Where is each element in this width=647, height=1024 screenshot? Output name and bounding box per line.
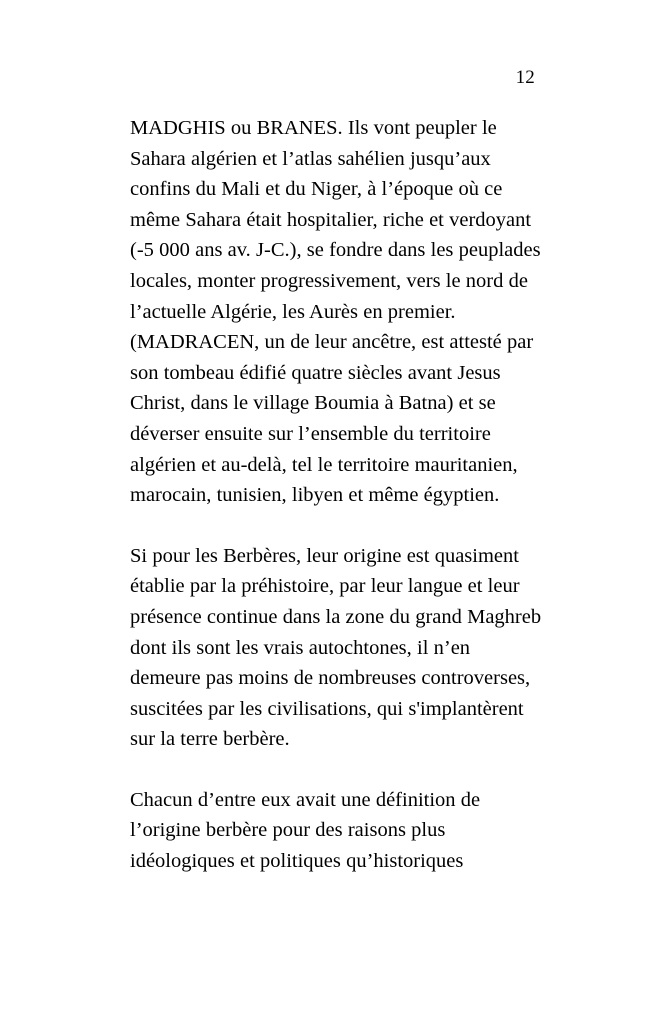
paragraph: Chacun d’entre eux avait une définition de l’origine berbère pour des raisons plus idéologiques et politiques qu’historiques [130,788,486,873]
body-text [130,113,547,877]
page-number: 12 [515,67,535,88]
paragraph: Si pour les Berbères, leur origine est quasiment établie par la préhistoire, par leur langue et leur présence continue dans la zone du grand Maghreb dont ils sont les vrais autochtones, il n’en demeure pas moins de nombreuses controverses, suscitées par les civilisations, qui s'implantèrent sur la terre berbère. [130,544,547,751]
paragraph: MADGHIS ou BRANES. Ils vont peupler le Sahara algérien et l’atlas sahélien jusqu’aux confins du Mali et du Niger, à l’époque où ce même Sahara était hospitalier, riche et verdoyant (-5 000 ans av. J-C.), se fondre dans les peuplades locales, monter progressivement, vers le nord de l’actuelle Algérie, les Aurès en premier. (MADRACEN, un de leur ancêtre, est attesté par son tombeau édifié quatre siècles avant Jesus Christ, dans le village Boumia à Batna) et se déverser ensuite sur l’ensemble du territoire algérien et au-delà, tel le territoire mauritanien, marocain, tunisien, libyen et même égyptien. [130,117,546,507]
